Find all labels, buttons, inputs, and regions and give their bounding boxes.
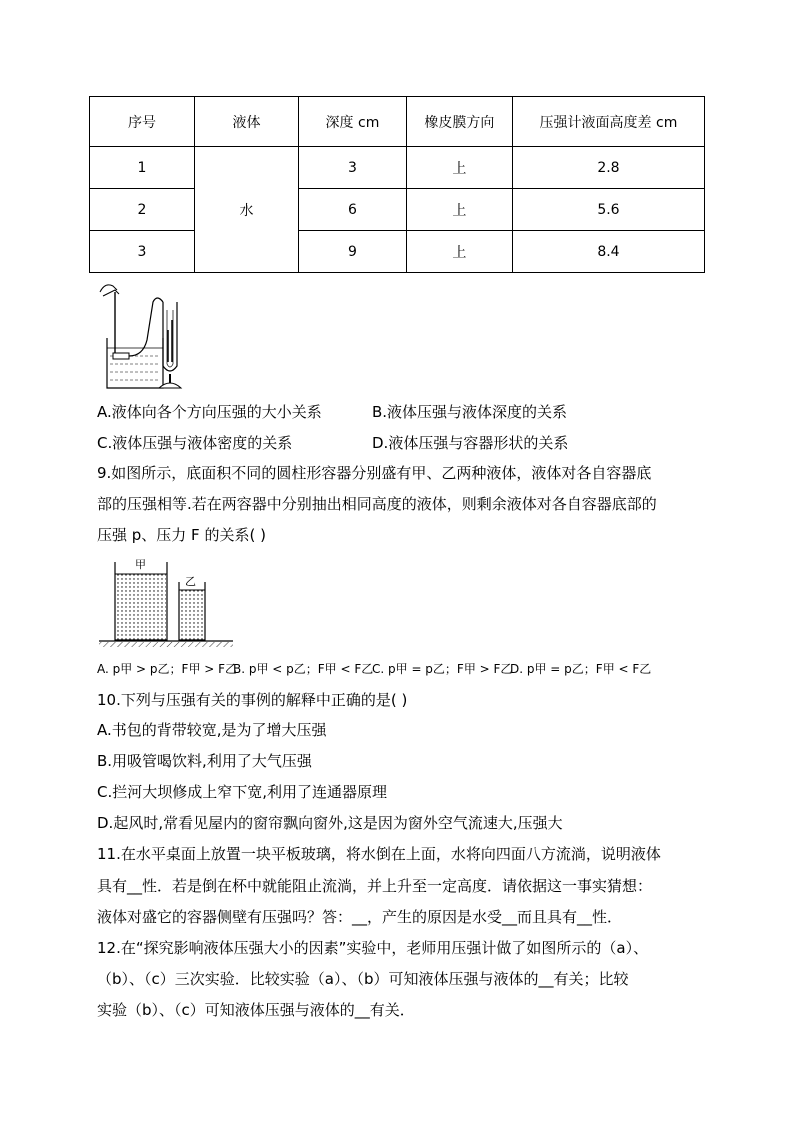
- table-row: [90, 189, 705, 231]
- label-jia: 甲: [135, 558, 146, 571]
- cell-direction: 上: [406, 147, 512, 189]
- table-row: [90, 231, 705, 273]
- q10-option-a: A.书包的背带较宽,是为了增大压强: [97, 721, 327, 739]
- cell-depth: 3: [298, 147, 406, 189]
- cell-index: 1: [90, 147, 195, 189]
- q8-option-c: C.液体压强与液体密度的关系: [97, 434, 293, 452]
- header-index: 序号: [90, 97, 195, 147]
- q10-option-c: C.拦河大坝修成上窄下宽,利用了连通器原理: [97, 783, 388, 801]
- q11-line-3: 液体对盛它的容器侧壁有压强吗？答：__，产生的原因是水受__而且具有__性．: [97, 908, 623, 926]
- q9-option-b: B. p甲 < p乙；F甲 < F乙: [233, 662, 374, 676]
- q12-line-3: 实验（b）、（c）可知液体压强与液体的__有关．: [97, 1001, 415, 1019]
- table-header-row: [90, 97, 705, 147]
- cell-direction: 上: [406, 231, 512, 273]
- q9-stem-line-3: 压强 p、压力 F 的关系( ): [97, 526, 266, 544]
- q9-option-c: C. p甲 = p乙；F甲 > F乙: [372, 662, 513, 676]
- header-depth: 深度 cm: [298, 97, 406, 147]
- cell-depth: 9: [298, 231, 406, 273]
- q10-option-d: D.起风时,常看见屋内的窗帘飘向窗外,这是因为窗外空气流速大,压强大: [97, 814, 563, 832]
- q11-line-2: 具有__性．若是倒在杯中就能阻止流淌，并上升至一定高度．请依据这一事实猜想：: [97, 877, 653, 895]
- q10-option-b: B.用吸管喝饮料,利用了大气压强: [97, 752, 312, 770]
- data-table: [89, 96, 705, 273]
- q12-line-2: （b）、（c）三次实验．比较实验（a）、（b）可知液体压强与液体的__有关；比较: [97, 970, 629, 988]
- header-liquid: 液体: [194, 97, 298, 147]
- q8-option-d: D.液体压强与容器形状的关系: [372, 434, 569, 452]
- cell-index: 2: [90, 189, 195, 231]
- cell-diff: 5.6: [512, 189, 704, 231]
- cell-diff: 8.4: [512, 231, 704, 273]
- header-height-diff: 压强计液面高度差 cm: [512, 97, 704, 147]
- label-yi: 乙: [185, 575, 196, 588]
- q10-stem: 10.下列与压强有关的事例的解释中正确的是( ): [97, 691, 408, 709]
- cell-direction: 上: [406, 189, 512, 231]
- cell-depth: 6: [298, 189, 406, 231]
- pressure-gauge-figure: [95, 280, 190, 395]
- two-containers-figure: [97, 554, 237, 649]
- cell-diff: 2.8: [512, 147, 704, 189]
- q9-option-a: A. p甲 > p乙；F甲 > F乙: [97, 662, 238, 676]
- q9-stem-line-1: 9.如图所示，底面积不同的圆柱形容器分别盛有甲、乙两种液体，液体对各自容器底: [97, 464, 652, 482]
- q12-line-1: 12.在“探究影响液体压强大小的因素”实验中，老师用压强计做了如图所示的（a）、: [97, 939, 649, 957]
- header-membrane-direction: 橡皮膜方向: [406, 97, 512, 147]
- q9-stem-line-2: 部的压强相等.若在两容器中分别抽出相同高度的液体，则剩余液体对各自容器底部的: [97, 495, 657, 513]
- q8-option-a: A.液体向各个方向压强的大小关系: [97, 403, 322, 421]
- cell-index: 3: [90, 231, 195, 273]
- q9-option-d: D. p甲 = p乙；F甲 < F乙: [510, 662, 652, 676]
- table-row: [90, 147, 705, 189]
- q11-line-1: 11.在水平桌面上放置一块平板玻璃，将水倒在上面，水将向四面八方流淌，说明液体: [97, 845, 661, 863]
- q8-option-b: B.液体压强与液体深度的关系: [372, 403, 568, 421]
- cell-liquid: 水: [194, 147, 298, 273]
